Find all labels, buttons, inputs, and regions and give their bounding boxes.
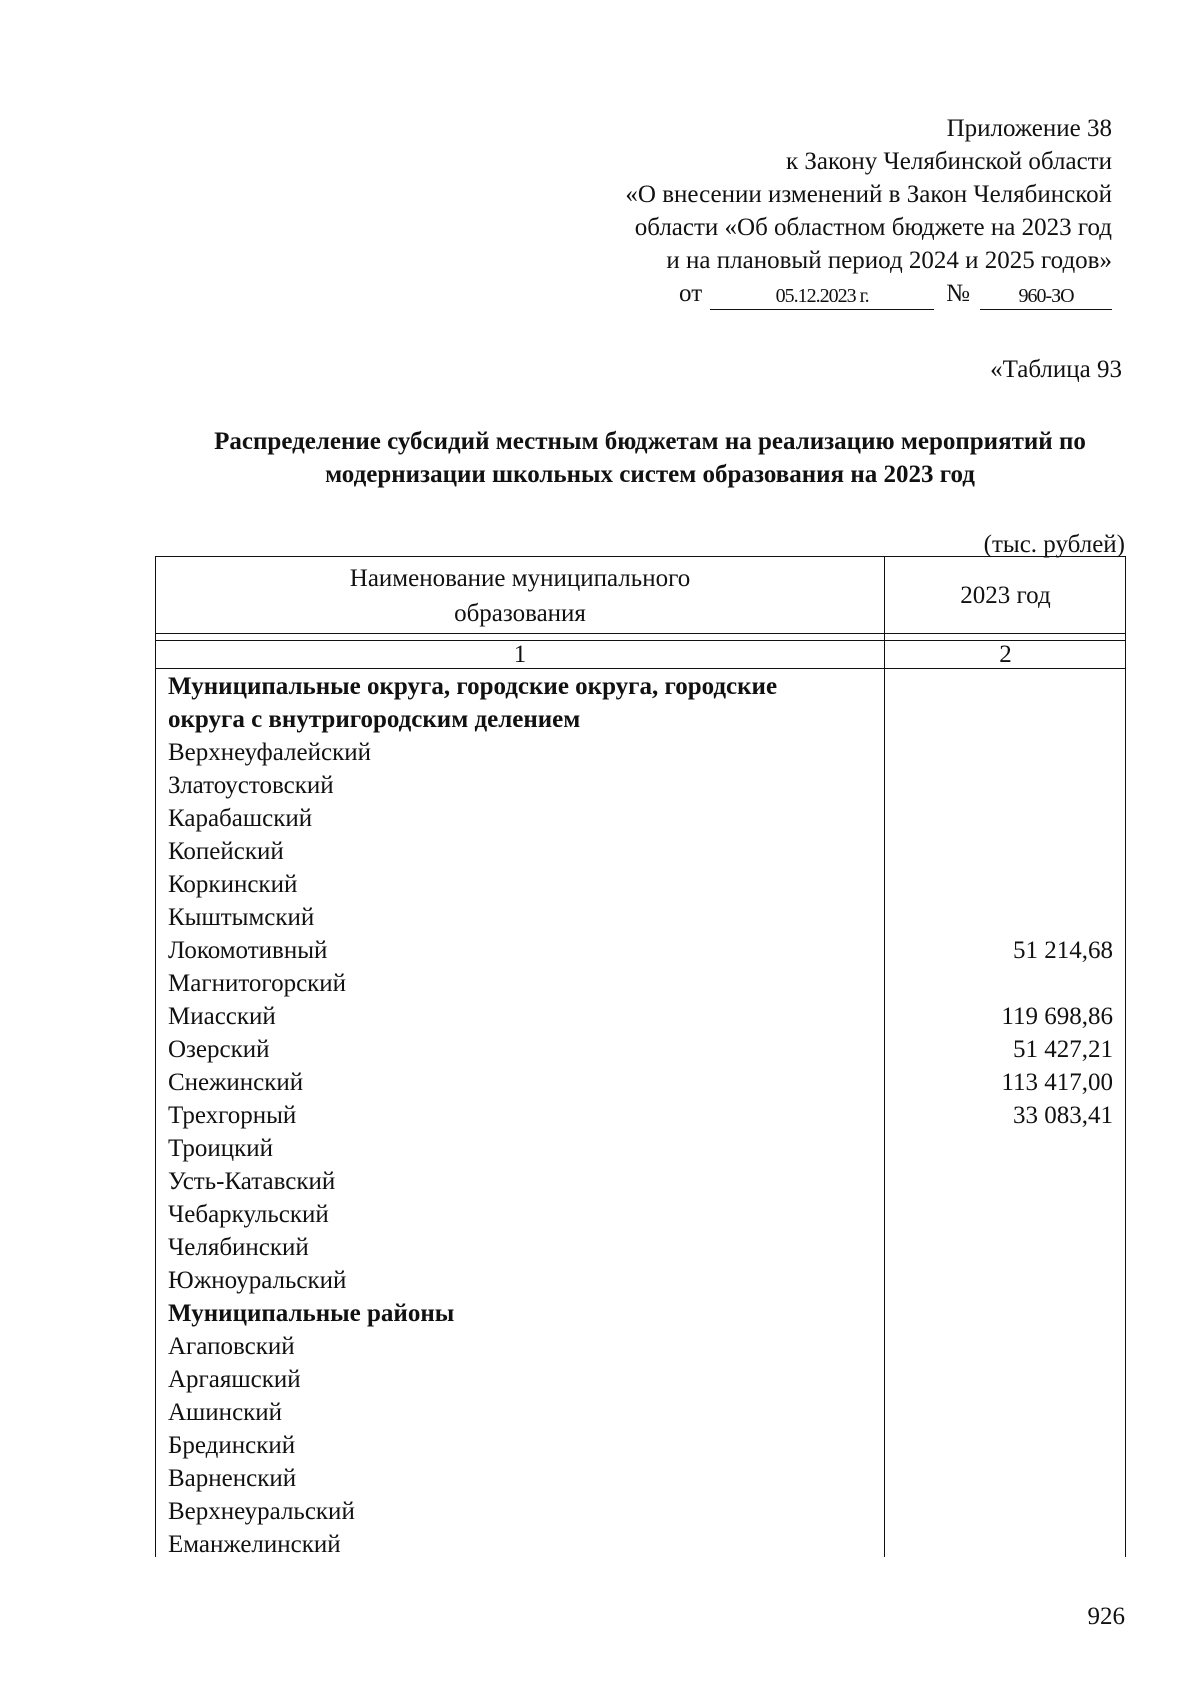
- column-header-municipality-text: Наименование муниципального образования: [349, 565, 691, 627]
- table-row: [156, 1033, 1125, 1066]
- index-row-bottom-border: [156, 668, 1125, 669]
- municipality-name: Усть-Катавский: [168, 1167, 336, 1195]
- table-row: [156, 1198, 1125, 1231]
- header-bottom-border: [156, 633, 1125, 634]
- table-row: [156, 1000, 1125, 1033]
- municipality-name: Агаповский: [168, 1332, 295, 1360]
- table-row: [156, 1330, 1125, 1363]
- municipality-name: Коркинский: [168, 870, 298, 898]
- header-line-law: к Закону Челябинской области: [786, 148, 1112, 175]
- subsidy-amount: 119 698,86: [1001, 1002, 1113, 1030]
- municipality-name: Ашинский: [168, 1398, 283, 1426]
- municipality-name: Еманжелинский: [168, 1530, 341, 1558]
- table-row: [156, 1264, 1125, 1297]
- table-row: [156, 835, 1125, 868]
- table-row: [156, 769, 1125, 802]
- municipality-name: Верхнеуральский: [168, 1497, 355, 1525]
- municipality-name: Южноуральский: [168, 1266, 347, 1294]
- table-row: [156, 1363, 1125, 1396]
- subsidy-amount: 51 214,68: [1013, 936, 1113, 964]
- distribution-table: [155, 556, 1126, 1557]
- municipality-name: Миасский: [168, 1002, 276, 1030]
- municipality-name: округа с внутригородским делением: [168, 705, 581, 733]
- table-group-header: [156, 670, 1125, 703]
- municipality-name: Варненский: [168, 1464, 297, 1492]
- page-number: 926: [1087, 1603, 1125, 1630]
- column-header-municipality: [156, 560, 884, 632]
- number-sign: №: [946, 280, 970, 307]
- units-label: (тыс. рублей): [983, 531, 1125, 558]
- law-number: 960-ЗО: [980, 283, 1112, 310]
- table-row: [156, 1132, 1125, 1165]
- table-row: [156, 967, 1125, 1000]
- column-index-1: 1: [513, 640, 527, 668]
- header-line-appendix: Приложение 38: [946, 115, 1112, 142]
- table-row: [156, 1462, 1125, 1495]
- column-header-year: 2023 год: [960, 582, 1051, 609]
- law-date: 05.12.2023 г.: [710, 283, 934, 310]
- table-row: [156, 1099, 1125, 1132]
- header-line-budget: области «Об областном бюджете на 2023 год: [634, 214, 1112, 241]
- municipality-name: Брединский: [168, 1431, 296, 1459]
- municipality-name: Снежинский: [168, 1068, 304, 1096]
- table-row: [156, 934, 1125, 967]
- municipality-name: Муниципальные округа, городские округа, городские: [168, 672, 778, 700]
- table-reference: «Таблица 93: [990, 356, 1122, 383]
- header-line-amendment: «О внесении изменений в Закон Челябинской: [625, 181, 1112, 208]
- municipality-name: Карабашский: [168, 804, 313, 832]
- table-row: [156, 868, 1125, 901]
- municipality-name: Аргаяшский: [168, 1365, 301, 1393]
- table-row: [156, 1528, 1125, 1561]
- municipality-name: Троицкий: [168, 1134, 273, 1162]
- subsidy-amount: 113 417,00: [1001, 1068, 1113, 1096]
- municipality-name: Челябинский: [168, 1233, 309, 1261]
- municipality-name: Кыштымский: [168, 903, 315, 931]
- document-header: [625, 112, 1112, 310]
- table-row: [156, 901, 1125, 934]
- table-group-header: [156, 1297, 1125, 1330]
- column-index-2: 2: [999, 640, 1012, 668]
- document-title: Распределение субсидий местным бюджетам на реализацию мероприятий по модернизации школьных систем образования на 2023 год: [214, 428, 1086, 488]
- municipality-name: Верхнеуфалейский: [168, 738, 371, 766]
- municipality-name: Златоустовский: [168, 771, 334, 799]
- municipality-name: Чебаркульский: [168, 1200, 329, 1228]
- table-row: [156, 1429, 1125, 1462]
- table-row: [156, 802, 1125, 835]
- table-row: [156, 1066, 1125, 1099]
- subsidy-amount: 33 083,41: [1013, 1101, 1113, 1129]
- table-row: [156, 1495, 1125, 1528]
- header-line-period: и на плановый период 2024 и 2025 годов»: [666, 247, 1112, 274]
- table-group-header: [156, 703, 1125, 736]
- municipality-name: Трехгорный: [168, 1101, 297, 1129]
- municipality-name: Магнитогорский: [168, 969, 347, 997]
- municipality-name: Копейский: [168, 837, 284, 865]
- header-dateline: [679, 277, 1112, 310]
- table-row: [156, 1165, 1125, 1198]
- date-prefix: от: [679, 280, 703, 307]
- table-top-border: [156, 556, 1125, 557]
- table-row: [156, 1231, 1125, 1264]
- municipality-name: Муниципальные районы: [168, 1299, 455, 1327]
- municipality-name: Озерский: [168, 1035, 270, 1063]
- subsidy-amount: 51 427,21: [1013, 1035, 1113, 1063]
- municipality-name: Локомотивный: [168, 936, 328, 964]
- table-row: [156, 1396, 1125, 1429]
- table-body: [156, 670, 1125, 1561]
- table-row: [156, 736, 1125, 769]
